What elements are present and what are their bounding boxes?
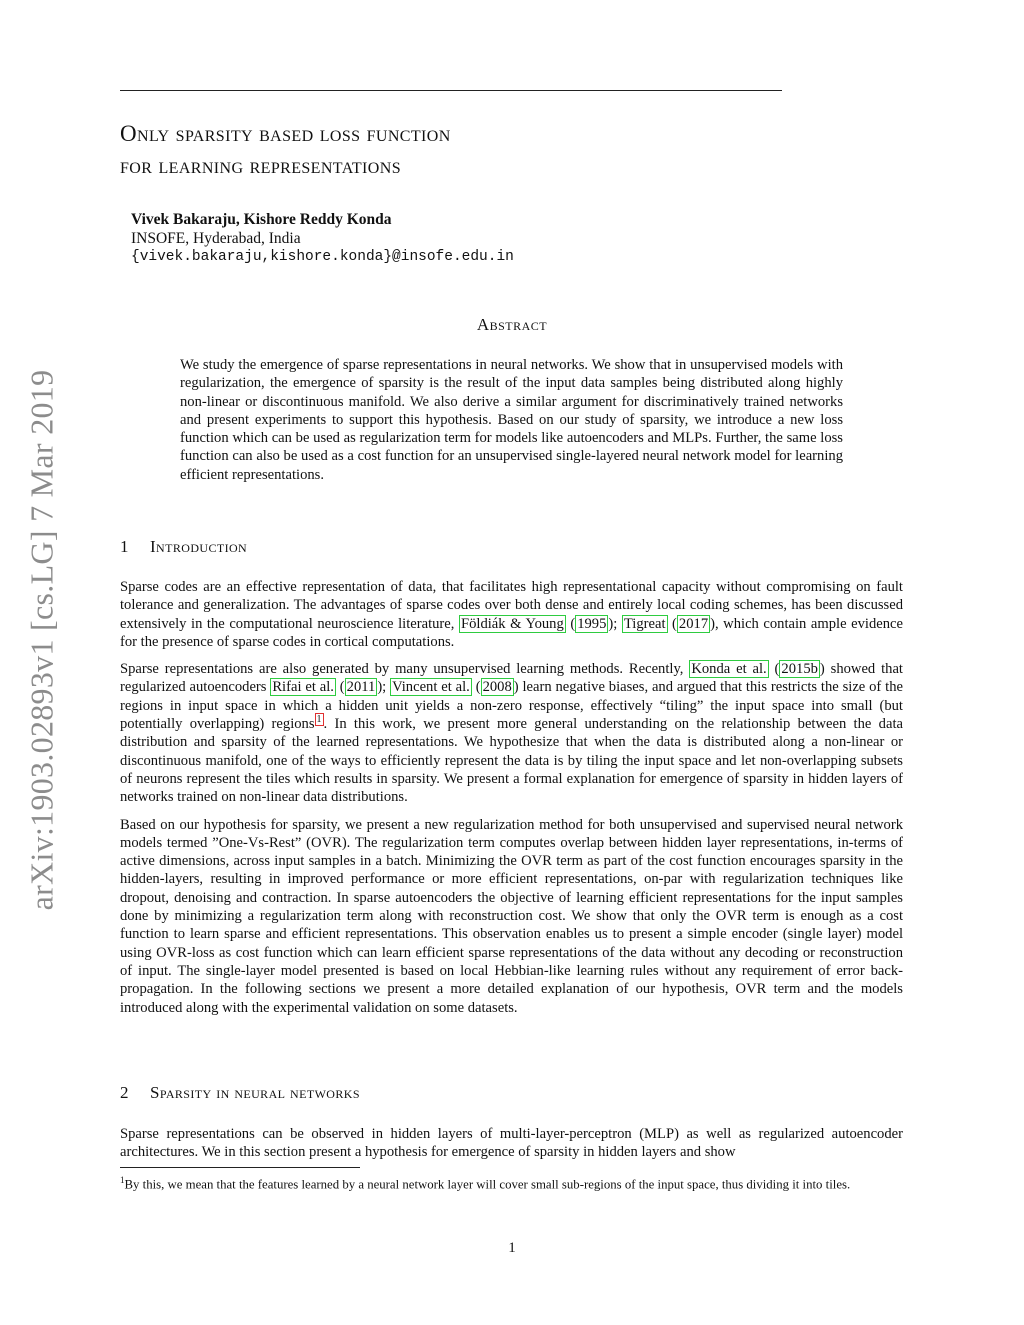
citation-link[interactable]: 2011 bbox=[346, 679, 376, 696]
citation-link[interactable]: Földiák & Young bbox=[460, 615, 564, 632]
page-number: 1 bbox=[508, 1240, 516, 1256]
footnote-text: By this, we mean that the features learned by a neural network layer will cover small sub-regions of the input space, thus dividing it into tiles. bbox=[124, 1177, 851, 1192]
paragraph: Sparse representations are also generated by many unsupervised learning methods. Recently, Konda et al. ( 2015b ) showed that regularized autoencoders Rifai et al. ( 2011 ); Vincent et al. ( 2008 ) learn negative biases, and argued that this restricts the size of the regions in input space in which a hidden unit yields a non-zero response, effectively “tiling” the input space into small (but potentially overlapping) regions $^1$ . In this work, we present more general understanding on the relationship between the data distribution and sparsity of the learned representations. We hypothesize that when the data is distributed along a non-linear or discontinuous manifold, one of the ways to efficiently represent the data is by tiling the input space and let non-overlapping subsets of neurons represent the tiles which results in sparsity. We present a formal explanation for emergence of sparsity in hidden layers of networks trained on non-linear data distributions. bbox=[120, 661, 903, 806]
footnote-rule bbox=[120, 1167, 360, 1168]
title-line-1: Only sparsity based loss function bbox=[120, 121, 451, 146]
paper-title bbox=[120, 118, 820, 182]
footnote-ref-link[interactable]: 1 bbox=[316, 714, 322, 726]
section-2-heading bbox=[120, 1083, 360, 1103]
section-number: 1 bbox=[120, 537, 129, 556]
citation-link[interactable]: 2017 bbox=[678, 615, 709, 632]
author-email[interactable]: {vivek.bakaraju,kishore.konda}@insofe.edu.in bbox=[131, 249, 514, 265]
author-affiliation: INSOFE, Hyderabad, India bbox=[131, 230, 301, 247]
abstract-text: We study the emergence of sparse representations in neural networks. We show that in unsupervised models with regularization, the emergence of sparsity is the result of the input data samples being distributed along highly non-linear or discontinuous manifold. We also derive a similar argument for discriminatively trained networks and present experiments to support this hypothesis. Based on our study of sparsity, we introduce a new loss function which can be used as regularization term for models like autoencoders and MLPs. Further, the same loss function can also be used as a cost function for an unsupervised single-layered neural network model for learning efficient representations. bbox=[180, 357, 843, 483]
section-1-heading bbox=[120, 537, 247, 557]
author-names: Vivek Bakaraju, Kishore Reddy Konda bbox=[131, 211, 392, 228]
section-2-body bbox=[120, 1125, 903, 1171]
citation-link[interactable]: Tigreat bbox=[623, 615, 666, 632]
arxiv-stamp: arXiv:1903.02893v1 [cs.LG] 7 Mar 2019 bbox=[23, 369, 60, 911]
section-title: Introduction bbox=[150, 537, 248, 556]
abstract-heading: Abstract bbox=[476, 315, 548, 334]
citation-link[interactable]: Vincent et al. bbox=[392, 679, 470, 696]
paragraph: Based on our hypothesis for sparsity, we present a new regularization method for both unsupervised and supervised neural network models termed ”One-Vs-Rest” (OVR). The regularization term computes overlap between hidden layer representations, in-terms of active dimensions, across input samples in a batch. Minimizing the OVR term as part of the cost function encourages sparsity in the hidden-layers, resulting in improved performance or more efficient representations, on-par with regularization techniques like dropout, denoising and contraction. In sparse autoencoders the objective of learning efficient representations for the input samples done by minimizing a regularization term along with reconstruction cost. We show that only the OVR term is enough as a cost function to learn sparse and efficient representations. This observation enables us to present a simple encoder (single layer) model using OVR-loss as cost function which can learn efficient sparse representations of the data without any decoding or reconstruction of input. The single-layer model presented is based on local Hebbian-like learning rules without any requirement of error back-propagation. In the following sections we present a more detailed explanation of our hypothesis, OVR term and the models introduced along with the experimental validation on some datasets. bbox=[120, 816, 903, 1016]
section-number: 2 bbox=[120, 1083, 129, 1102]
citation-link[interactable]: 2008 bbox=[482, 679, 512, 696]
citation-link[interactable]: Konda et al. bbox=[691, 661, 767, 678]
top-rule bbox=[120, 90, 782, 91]
paragraph: Sparse codes are an effective representation of data, that facilitates high representational capacity without compromising on fault tolerance and generalization. The advantages of sparse codes over both dense and entirely local coding schemes, has been discussed extensively in the computational neuroscience literature, Földiák & Young ( 1995 ); Tigreat ( 2017 ), which contain ample evidence for the presence of sparse codes in cortical computations. bbox=[120, 579, 903, 650]
citation-link[interactable]: 1995 bbox=[577, 615, 607, 632]
citation-link[interactable]: Rifai et al. bbox=[272, 679, 334, 696]
section-title: Sparsity in neural networks bbox=[150, 1083, 360, 1102]
citation-link[interactable]: 2015b bbox=[781, 661, 818, 678]
paragraph: Sparse representations can be observed in hidden layers of multi-layer-perceptron (MLP) as well as regularized autoencoder architectures. We in this section present a hypothesis for emergence of sparsity in hidden layers and show bbox=[120, 1126, 903, 1161]
footnote-mark: 1 bbox=[120, 1175, 125, 1185]
footnote bbox=[120, 1172, 903, 1192]
title-line-2: for learning representations bbox=[120, 153, 401, 178]
author-block bbox=[131, 210, 514, 267]
section-1-body bbox=[120, 578, 903, 1026]
